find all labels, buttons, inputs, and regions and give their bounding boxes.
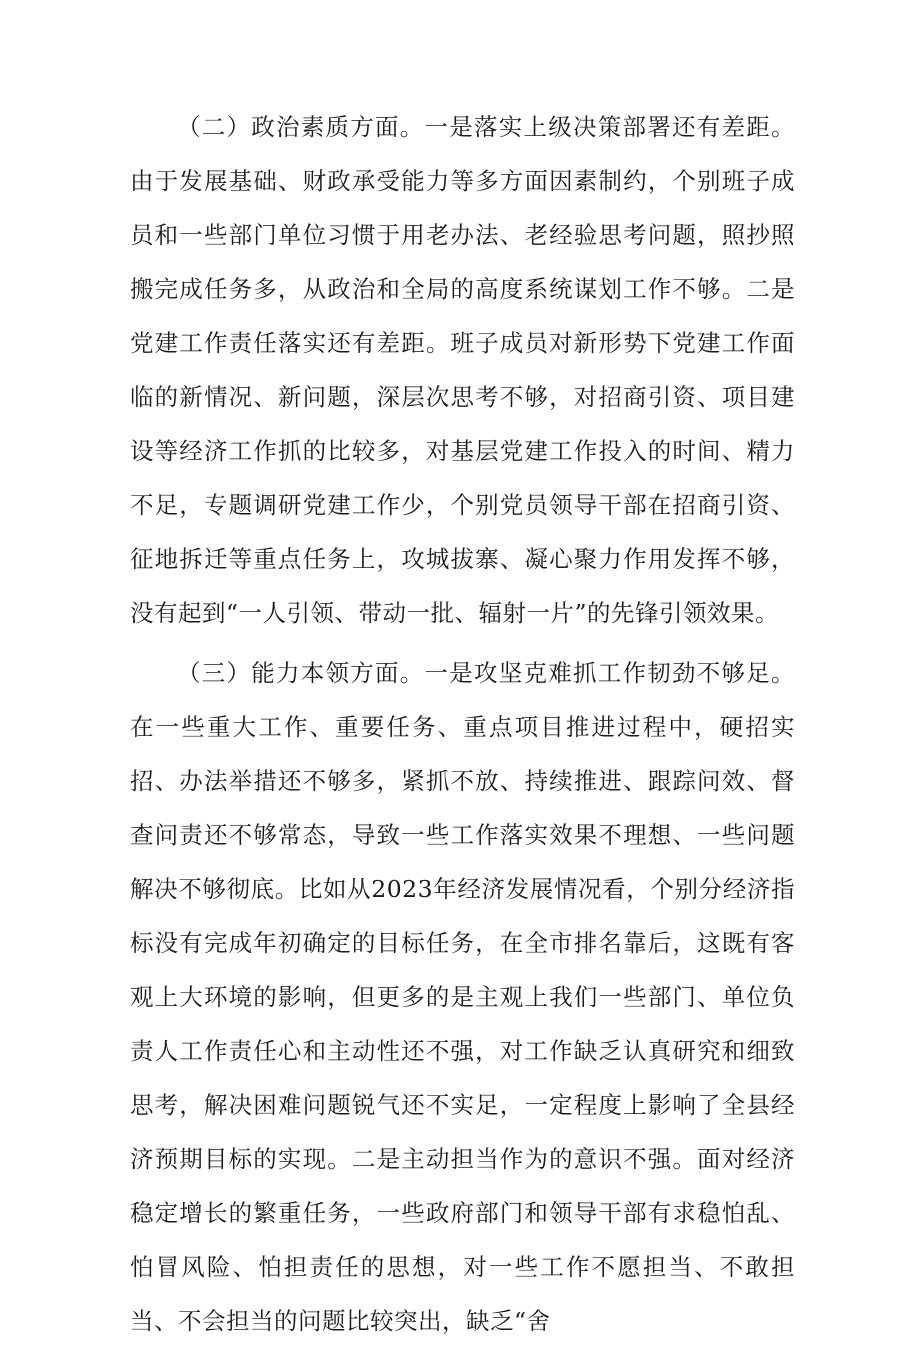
paragraph-political-quality: （二）政治素质方面。一是落实上级决策部署还有差距。由于发展基础、财政承受能力等多方面因素制约，个别班子成员和一些部门单位习惯于用老办法、老经验思考问题，照抄照搬完成任务多，从政治和全局的高度系统谋划工作不够。二是党建工作责任落实还有差距。班子成员对新形势下党建工作面临的新情况、新问题，深层次思考不够，对招商引资、项目建设等经济工作抓的比较多，对基层党建工作投入的时间、精力不足，专题调研党建工作少，个别党员领导干部在招商引资、征地拆迁等重点任务上，攻城拔寨、凝心聚力作用发挥不够，没有起到“一人引领、带动一批、辐射一片”的先锋引领效果。 [130, 113, 795, 627]
document-body [130, 100, 795, 1348]
paragraph-ability-skills: （三）能力本领方面。一是攻坚克难抓工作韧劲不够足。在一些重大工作、重要任务、重点项目推进过程中，硬招实招、办法举措还不够多，紧抓不放、持续推进、跟踪问效、督查问责还不够常态，导致一些工作落实效果不理想、一些问题解决不够彻底。比如从2023年经济发展情况看，个别分经济指标没有完成年初确定的目标任务，在全市排名靠后，这既有客观上大环境的影响，但更多的是主观上我们一些部门、单位负责人工作责任心和主动性还不强，对工作缺乏认真研究和细致思考，解决困难问题锐气还不实足，一定程度上影响了全县经济预期目标的实现。二是主动担当作为的意识不强。面对经济稳定增长的繁重任务，一些政府部门和领导干部有求稳怕乱、怕冒风险、怕担责任的思想，对一些工作不愿担当、不敢担当、不会担当的问题比较突出，缺乏“舍 [130, 659, 795, 1335]
